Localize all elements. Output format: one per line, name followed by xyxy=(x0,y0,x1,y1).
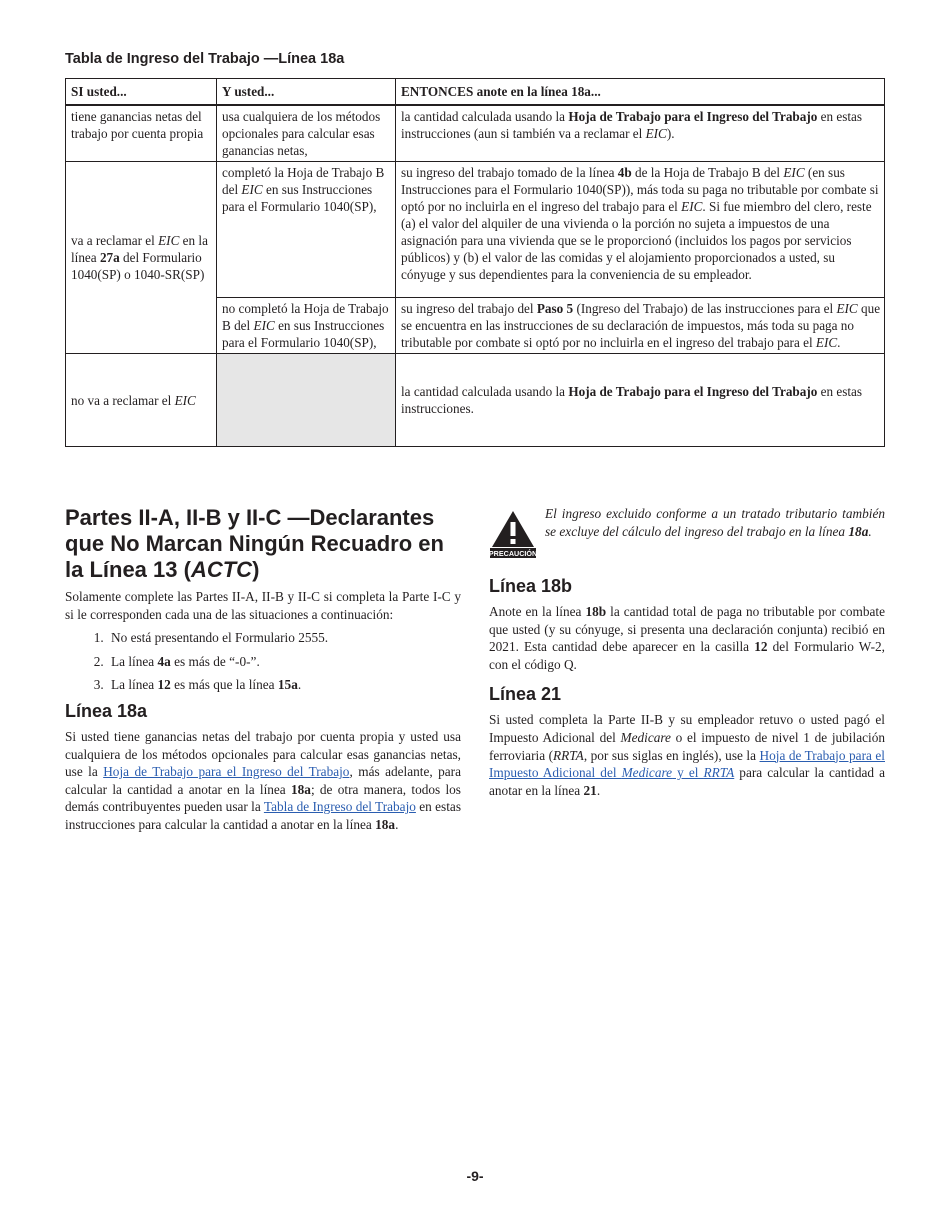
header-y-usted: Y usted... xyxy=(217,79,396,106)
caution-text: El ingreso excluido conforme a un tratado tributario también se excluye del cálculo del ingreso del trabajo en la línea 18a. xyxy=(545,506,885,539)
table-header-row xyxy=(66,79,885,106)
paragraph-linea-18b: Anote en la línea 18b la cantidad total de paga no tributable por combate que usted (y su cónyuge, si presenta una declaración conjunta) recibió en 2021. Esta cantidad debe aparecer en la casilla 12 del Formulario W-2, con el código Q. xyxy=(489,604,886,672)
section-heading: Partes II-A, II-B y II-C —Declarantes que No Marcan Ningún Recuadro en la Línea 13 (ACTC) xyxy=(65,505,444,582)
caution-icon xyxy=(489,508,537,563)
table-row xyxy=(66,162,885,298)
heading-linea-18b: Línea 18b xyxy=(489,576,573,596)
row4-shaded-cell xyxy=(217,354,396,447)
row1-method: usa cualquiera de los métodos opcionales para calcular esas ganancias netas, xyxy=(217,105,396,162)
row3-method: no completó la Hoja de Trabajo B del EIC en sus Instrucciones para el Formulario 1040(SP), xyxy=(217,298,396,354)
row3-result: su ingreso del trabajo del Paso 5 (Ingreso del Trabajo) de las instrucciones para el EIC que se encuentra en las instrucciones de su declaración de impuestos, más toda su paga no tributable por combate si optó por no incluirla en el ingreso del trabajo para el EIC. xyxy=(396,298,885,354)
list-item: 1. No está presentando el Formulario 2555. xyxy=(107,629,461,647)
row1-condition: tiene ganancias netas del trabajo por cuenta propia xyxy=(66,105,217,162)
caution-label: PRECAUCIÓN xyxy=(489,549,537,558)
section-intro: Solamente complete las Partes II-A, II-B y II-C si completa la Parte I-C y si le corresponden cada una de las situaciones a continuación: xyxy=(65,589,461,622)
left-column xyxy=(65,505,461,834)
list-item: 3. La línea 12 es más que la línea 15a. xyxy=(107,676,461,694)
earned-income-table xyxy=(65,78,885,447)
heading-linea-21: Línea 21 xyxy=(489,684,562,705)
paragraph-linea-18a: Si usted tiene ganancias netas del trabajo por cuenta propia y usted usa cualquiera de los métodos opcionales para calcular esas ganancias netas, use la Hoja de Trabajo para el Ingreso del Trabajo, más adelante, para calcular la cantidad a anotar en la línea 18a; de otra manera, todos los demás contribuyentes pueden usar la Tabla de Ingreso del Trabajo en estas instrucciones para calcular la cantidad a anotar en la línea 18a. xyxy=(65,728,462,832)
medicare-rrta-worksheet-link[interactable]: Hoja de Trabajo para el Impuesto Adicional del Medicare y el RRTA xyxy=(489,747,885,781)
row2-method: completó la Hoja de Trabajo B del EIC en sus Instrucciones para el Formulario 1040(SP), xyxy=(217,162,396,298)
paragraph-linea-21: Si usted completa la Parte II-B y su empleador retuvo o usted pagó el Impuesto Adicional del Medicare o el impuesto de nivel 1 de jubilación ferroviaria (RRTA, por sus siglas en inglés), use la Hoja de Trabajo para el Impuesto Adicional del Medicare y el RRTA para calcular la cantidad a anotar en la línea 21. xyxy=(489,712,885,798)
earned-income-worksheet-link[interactable]: Hoja de Trabajo para el Ingreso del Trabajo xyxy=(103,764,350,780)
heading-linea-18a: Línea 18a xyxy=(65,700,148,721)
row4-result: la cantidad calculada usando la Hoja de Trabajo para el Ingreso del Trabajo en estas instrucciones. xyxy=(396,354,885,447)
row4-condition: no va a reclamar el EIC xyxy=(66,354,217,447)
header-entonces: ENTONCES anote en la línea 18a... xyxy=(396,79,885,106)
table-row xyxy=(66,354,885,447)
right-column xyxy=(489,505,885,799)
table-row xyxy=(66,105,885,162)
row2-result: su ingreso del trabajo tomado de la línea 4b de la Hoja de Trabajo B del EIC (en sus Instrucciones para el Formulario 1040(SP)), más toda su paga no tributable por combate si optó por no incluirla en el ingreso del trabajo para el EIC. Si fue miembro del clero, reste (a) el valor del alquiler de una vivienda o la porción no sujeta a impuestos de una asignación para una vivienda que se le proporcionó (incluidos los pagos por servicios públicos) y (b) el valor de las comidas y el alojamiento proporcionados a usted, su cónyuge y sus dependientes para la conveniencia de su empleador. xyxy=(396,162,885,298)
table-title: Tabla de Ingreso del Trabajo —Línea 18a xyxy=(65,51,345,67)
list-item: 2. La línea 4a es más de “-0-”. xyxy=(107,653,461,671)
header-si-usted: SI usted... xyxy=(66,79,217,106)
row2-condition: va a reclamar el EIC en la línea 27a del Formulario 1040(SP) o 1040-SR(SP) xyxy=(66,162,217,354)
row1-result: la cantidad calculada usando la Hoja de Trabajo para el Ingreso del Trabajo en estas instrucciones (aun si también va a reclamar el EIC). xyxy=(396,105,885,162)
earned-income-table-link[interactable]: Tabla de Ingreso del Trabajo xyxy=(263,799,416,815)
caution-note xyxy=(489,505,885,563)
page-number: -9- xyxy=(466,1168,484,1184)
conditions-list xyxy=(65,629,461,694)
